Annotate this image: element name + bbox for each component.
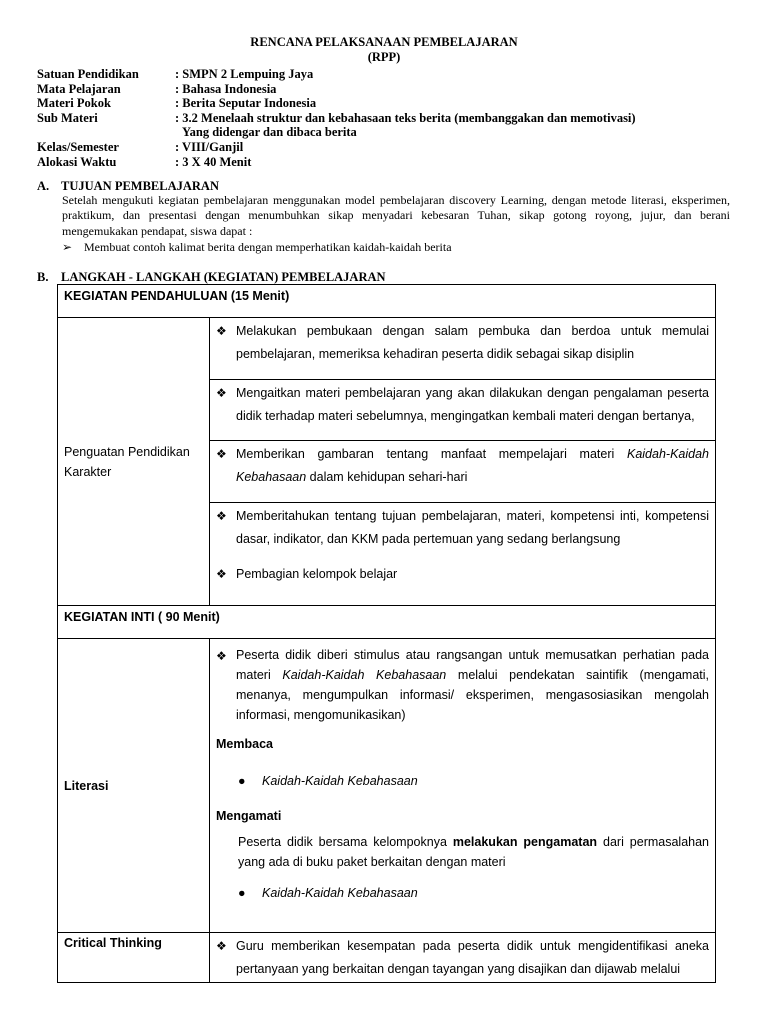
tujuan-paragraph: Setelah mengukuti kegiatan pembelajaran menggunakan model pembelajaran discovery Learning, dengan metode literasi, eksperimen, praktikum, dan presentasi dengan menumbuhkan sikap menyadari kebesaran Tuhan, sikap gotong royong, jujur, dan berani mengemukakan pendapat, siswa dapat : — [62, 193, 730, 238]
identity-block — [37, 67, 636, 169]
materi-value: : Berita Seputar Indonesia — [175, 96, 317, 111]
section-a-title: TUJUAN PEMBELAJARAN — [61, 179, 219, 193]
materi-label: Materi Pokok — [37, 96, 111, 111]
literasi-label: Literasi — [58, 639, 210, 933]
diamond-bullet-icon: ❖ — [216, 447, 227, 461]
section-b-heading — [37, 270, 386, 285]
pendahuluan-text-4: Memberitahukan tentang tujuan pembelajaran, materi, kompetensi inti, kompetensi dasar, indikator, dan KKM pada pertemuan yang sedang berlangsung — [236, 509, 709, 546]
tujuan-bullet — [62, 240, 452, 255]
document-subtitle: (RPP) — [367, 50, 401, 64]
pendahuluan-text-2: Mengaitkan materi pembelajaran yang akan dilakukan dengan pengalaman peserta didik terhadap materi sebelumnya, mengingatkan kembali materi dengan bertanya, — [236, 386, 709, 423]
sub-materi-label: Sub Materi — [37, 110, 98, 125]
mengamati-text: Peserta didik bersama kelompoknya melakukan pengamatan dari permasalahan yang ada di buku paket berkaitan dengan materi — [238, 835, 710, 869]
literasi-text-1: Peserta didik diberi stimulus atau rangsangan untuk memusatkan perhatian pada materi Kaidah-Kaidah Kebahasaan melalui pendekatan saintifik (mengamati, menanya, mengumpulkan informasi/ eksperimen, mengasosiasikan mengolah informasi, mengomunikasikan) — [236, 648, 709, 722]
inti-header: KEGIATAN INTI ( 90 Menit) — [58, 606, 716, 639]
satuan-label: Satuan Pendidikan — [37, 67, 139, 81]
kelas-value: : VIII/Ganjil — [175, 139, 244, 154]
arrow-bullet-icon: ➢ — [62, 240, 73, 254]
pendahuluan-row-4 — [210, 503, 716, 606]
pendahuluan-row-2 — [210, 380, 716, 441]
mengamati-heading: Mengamati — [216, 809, 282, 823]
satuan-value: : SMPN 2 Lempuing Jaya — [175, 67, 314, 81]
diamond-bullet-icon: ❖ — [216, 509, 227, 523]
dot-bullet-icon: ● — [238, 886, 246, 900]
pendahuluan-text-1: Melakukan pembukaan dengan salam pembuka dan berdoa untuk memulai pembelajaran, memeriksa kehadiran peserta didik sebagai sikap disiplin — [236, 324, 709, 361]
membaca-heading: Membaca — [216, 737, 273, 751]
critical-thinking-cell — [210, 933, 716, 983]
diamond-bullet-icon: ❖ — [216, 939, 227, 953]
ppk-label: Penguatan Pendidikan Karakter — [58, 318, 210, 606]
mengamati-item: Kaidah-Kaidah Kebahasaan — [262, 886, 418, 900]
sub-materi-value: : 3.2 Menelaah struktur dan kebahasaan teks berita (membanggakan dan memotivasi) — [175, 110, 636, 125]
section-a-heading — [37, 179, 737, 194]
mapel-label: Mata Pelajaran — [37, 81, 121, 96]
alokasi-value: : 3 X 40 Menit — [175, 154, 252, 169]
diamond-bullet-icon: ❖ — [216, 386, 227, 400]
pendahuluan-text-5: Pembagian kelompok belajar — [236, 567, 398, 581]
tujuan-bullet-text: Membuat contoh kalimat berita dengan memperhatikan kaidah-kaidah berita — [84, 240, 452, 254]
literasi-cell — [210, 639, 716, 933]
section-b-letter: B. — [37, 270, 49, 284]
mapel-value: : Bahasa Indonesia — [175, 81, 277, 96]
diamond-bullet-icon: ❖ — [216, 649, 227, 663]
sub-materi-continuation: Yang didengar dan dibaca berita — [182, 125, 357, 140]
section-a-letter: A. — [37, 179, 50, 193]
document-title: RENCANA PELAKSANAAN PEMBELAJARAN — [250, 35, 518, 49]
alokasi-label: Alokasi Waktu — [37, 154, 117, 169]
pendahuluan-text-3: Memberikan gambaran tentang manfaat mempelajari materi Kaidah-Kaidah Kebahasaan dalam kehidupan sehari-hari — [236, 447, 709, 484]
pendahuluan-row-1 — [210, 318, 716, 380]
dot-bullet-icon: ● — [238, 774, 246, 788]
section-b-title: LANGKAH - LANGKAH (KEGIATAN) PEMBELAJARAN — [61, 270, 386, 284]
membaca-item: Kaidah-Kaidah Kebahasaan — [262, 774, 418, 788]
pendahuluan-header: KEGIATAN PENDAHULUAN (15 Menit) — [58, 285, 716, 318]
activities-table — [57, 284, 716, 983]
diamond-bullet-icon: ❖ — [216, 567, 227, 581]
kelas-label: Kelas/Semester — [37, 139, 119, 154]
pendahuluan-row-3 — [210, 441, 716, 503]
diamond-bullet-icon: ❖ — [216, 324, 227, 338]
critical-thinking-label: Critical Thinking — [58, 933, 210, 983]
critical-thinking-text: Guru memberikan kesempatan pada peserta didik untuk mengidentifikasi aneka pertanyaan yang berkaitan dengan tayangan yang disajikan dan dijawab melalui — [236, 939, 709, 976]
